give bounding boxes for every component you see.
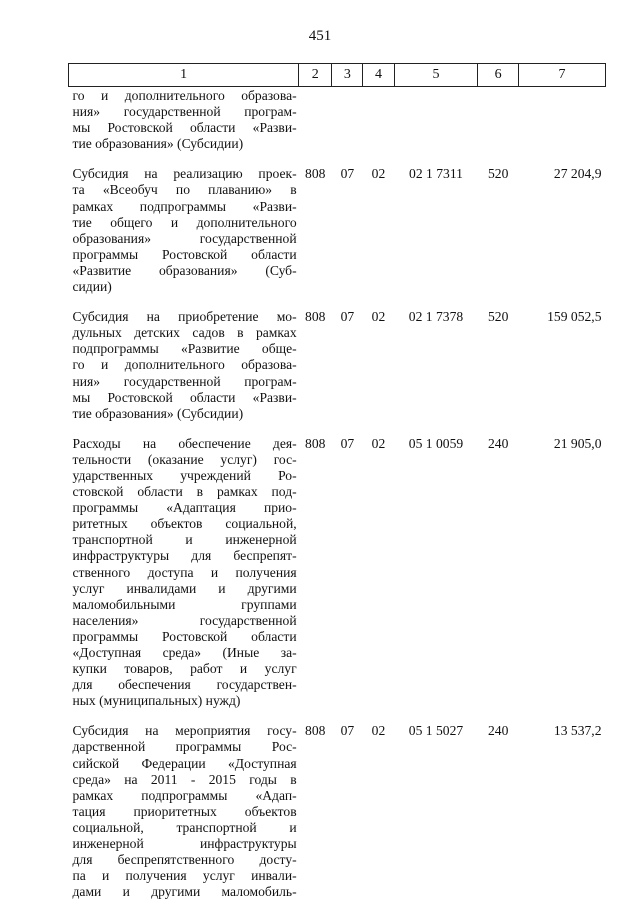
header-cell: 1 bbox=[69, 64, 299, 87]
row-vr: 240 bbox=[487, 435, 509, 451]
description-line: Субсидия на приобретение мо- bbox=[72, 309, 297, 325]
row-gr: 808 bbox=[305, 435, 326, 451]
description-line: купки товаров, работ и услуг bbox=[72, 661, 297, 677]
header-row bbox=[69, 64, 606, 87]
description-line: инфраструктуры для беспрепят- bbox=[72, 548, 297, 564]
row-gr: 808 bbox=[305, 723, 326, 739]
description-line: мы Ростовской области «Разви- bbox=[72, 120, 297, 136]
description-line: дульных детских садов в рамках bbox=[72, 325, 297, 341]
description-line: тие образования» (Субсидии) bbox=[72, 136, 244, 152]
header-cell: 5 bbox=[394, 64, 478, 87]
description-line: программы «Адаптация прио- bbox=[72, 500, 297, 516]
description-line: программы Ростовской области bbox=[72, 628, 297, 644]
description-line: ния» государственной програм- bbox=[72, 373, 297, 389]
header-cell: 4 bbox=[363, 64, 394, 87]
row-vr: 520 bbox=[487, 309, 509, 325]
description-line: услуг инвалидами и другими bbox=[72, 580, 297, 596]
header-cell: 6 bbox=[478, 64, 518, 87]
description-line: рамках подпрограммы «Адап- bbox=[72, 787, 297, 803]
row-rz: 07 bbox=[340, 166, 355, 182]
description-line: па и получения услуг инвали- bbox=[72, 868, 297, 884]
description-line: дами и другими маломобиль- bbox=[72, 884, 297, 900]
row-rz: 07 bbox=[340, 309, 355, 325]
description-line: населения» государственной bbox=[72, 612, 297, 628]
header-cell: 2 bbox=[299, 64, 332, 87]
description-line: для обеспечения государствен- bbox=[72, 677, 297, 693]
row-gr bbox=[299, 87, 332, 153]
row-description bbox=[69, 709, 299, 900]
description-line: Расходы на обеспечение дея- bbox=[72, 435, 297, 451]
description-line: тельности (оказание услуг) гос- bbox=[72, 451, 297, 467]
description-line: ственного доступа и получения bbox=[72, 564, 297, 580]
description-line: тие образования» (Субсидии) bbox=[72, 405, 244, 421]
budget-table bbox=[68, 63, 606, 900]
row-description bbox=[69, 87, 299, 153]
description-line: «Развитие образования» (Суб- bbox=[72, 262, 297, 278]
description-line: ударственных учреждений Ро- bbox=[72, 467, 297, 483]
row-gr: 808 bbox=[305, 309, 326, 325]
description-line: рамках подпрограммы «Разви- bbox=[72, 198, 297, 214]
description-line: стовской области в рамках под- bbox=[72, 484, 297, 500]
row-pr: 02 bbox=[371, 435, 386, 451]
description-line: мы Ростовской области «Разви- bbox=[72, 389, 297, 405]
row-vr bbox=[478, 87, 518, 153]
row-rz: 07 bbox=[340, 723, 355, 739]
row-amount: 27 204,9 bbox=[553, 166, 602, 182]
description-line: Субсидия на реализацию проек- bbox=[72, 166, 297, 182]
row-csr bbox=[394, 87, 478, 153]
row-amount bbox=[518, 87, 605, 153]
table-row bbox=[69, 152, 606, 295]
description-line: образования» государственной bbox=[72, 230, 297, 246]
row-pr: 02 bbox=[371, 309, 386, 325]
description-line: для беспрепятственного досту- bbox=[72, 852, 297, 868]
table-row bbox=[69, 709, 606, 900]
description-line: го и дополнительного образова- bbox=[72, 88, 297, 103]
description-line: социальной, транспортной и bbox=[72, 819, 297, 835]
description-line: Субсидия на мероприятия госу- bbox=[72, 723, 297, 739]
row-gr: 808 bbox=[305, 166, 326, 182]
description-line: дарственной программы Рос- bbox=[72, 739, 297, 755]
table-row bbox=[69, 295, 606, 422]
row-amount: 21 905,0 bbox=[553, 435, 602, 451]
row-pr bbox=[363, 87, 394, 153]
row-pr: 02 bbox=[371, 723, 386, 739]
description-line: тие общего и дополнительного bbox=[72, 214, 297, 230]
row-csr: 02 1 7378 bbox=[408, 309, 464, 325]
row-description bbox=[69, 152, 299, 295]
description-line: сидии) bbox=[72, 279, 112, 295]
header-cell: 3 bbox=[332, 64, 363, 87]
table-row bbox=[69, 87, 606, 153]
description-line: ритетных объектов социальной, bbox=[72, 516, 297, 532]
row-rz: 07 bbox=[340, 435, 355, 451]
description-line: сийской Федерации «Доступная bbox=[72, 755, 297, 771]
row-vr: 520 bbox=[487, 166, 509, 182]
description-line: ния» государственной програм- bbox=[72, 104, 297, 120]
description-line: ных (муниципальных) нужд) bbox=[72, 693, 241, 709]
page-number: 451 bbox=[308, 28, 332, 44]
row-csr: 05 1 5027 bbox=[408, 723, 464, 739]
row-amount: 13 537,2 bbox=[553, 723, 602, 739]
description-line: среда» на 2011 - 2015 годы в bbox=[72, 771, 297, 787]
description-line: тация приоритетных объектов bbox=[72, 803, 297, 819]
description-line: «Доступная среда» (Иные за- bbox=[72, 645, 297, 660]
description-line: подпрограммы «Развитие обще- bbox=[72, 341, 297, 357]
row-pr: 02 bbox=[371, 166, 386, 182]
table-row bbox=[69, 422, 606, 710]
row-rz bbox=[332, 87, 363, 153]
row-csr: 05 1 0059 bbox=[408, 435, 464, 451]
header-cell: 7 bbox=[518, 64, 605, 87]
row-description bbox=[69, 422, 299, 710]
row-amount: 159 052,5 bbox=[547, 309, 602, 325]
row-vr: 240 bbox=[487, 723, 509, 739]
description-line: инженерной инфраструктуры bbox=[72, 836, 297, 852]
description-line: транспортной и инженерной bbox=[72, 532, 297, 548]
description-line: маломобильными группами bbox=[72, 596, 297, 612]
description-line: та «Всеобуч по плаванию» в bbox=[72, 182, 297, 198]
row-description bbox=[69, 295, 299, 422]
row-csr: 02 1 7311 bbox=[409, 166, 463, 182]
description-line: программы Ростовской области bbox=[72, 246, 297, 262]
description-line: го и дополнительного образова- bbox=[72, 357, 297, 373]
